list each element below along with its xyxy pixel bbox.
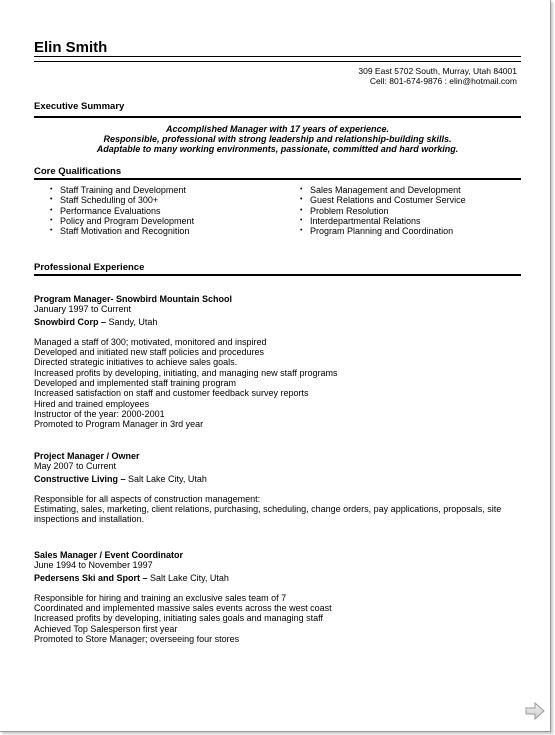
job-duty: Responsible for hiring and training an exclusive sales team of 7 <box>34 592 287 603</box>
summary-text <box>34 124 521 154</box>
company-location: Sandy, Utah <box>106 316 158 327</box>
job-title: Program Manager- Snowbird Mountain School <box>34 294 233 304</box>
summary-line: Adaptable to many working environments, passionate, committed and hard working. <box>96 144 459 154</box>
summary-heading: Executive Summary <box>34 101 125 112</box>
qualifications-rule <box>34 178 521 180</box>
qualification-item: • Interdepartmental Relations <box>300 216 466 226</box>
company-name: Snowbird Corp – <box>34 316 106 327</box>
job-description <box>34 593 524 644</box>
company-location: Salt Lake City, Utah <box>125 473 207 484</box>
job-duty: Promoted to Program Manager in 3rd year <box>34 419 204 430</box>
next-arrow-icon[interactable] <box>525 702 545 720</box>
job-duty: Directed strategic initiatives to achieve sales goals. <box>34 357 238 368</box>
company-name: Constructive Living – <box>34 473 126 484</box>
contact-block <box>358 66 517 86</box>
job-duty: Developed and initiated new staff policies and procedures <box>34 347 264 358</box>
qualification-item: • Staff Scheduling of 300+ <box>50 195 194 205</box>
job-duty: Estimating, sales, marketing, client relations, purchasing, scheduling, change orders, pay applications, proposals, site inspections and installation. <box>34 504 502 525</box>
job-dates: May 2007 to Current <box>34 461 117 472</box>
job-duty: Achieved Top Salesperson first year <box>34 623 178 634</box>
job-description <box>34 337 524 430</box>
job-company <box>34 317 524 327</box>
qualifications-right-list <box>300 185 466 236</box>
qualifications-heading: Core Qualifications <box>34 166 122 177</box>
job-duty: Responsible for all aspects of construction management: <box>34 493 261 504</box>
job-duty: Increased profits by developing, initiating sales goals and managing staff <box>34 613 324 624</box>
job-duty: Promoted to Store Manager; overseeing four stores <box>34 634 240 645</box>
summary-line: Accomplished Manager with 17 years of experience. <box>165 124 390 134</box>
qualification-item: • Problem Resolution <box>300 206 466 216</box>
job-entry <box>34 294 524 430</box>
job-duty: Hired and trained employees <box>34 398 150 409</box>
job-entry <box>34 451 524 525</box>
qualification-item: • Staff Training and Development <box>50 185 194 195</box>
job-duty: Coordinated and implemented massive sales events across the west coast <box>34 603 332 614</box>
job-duty: Developed and implemented staff training program <box>34 378 236 389</box>
qualifications-left-list <box>50 185 194 236</box>
job-company <box>34 474 524 484</box>
experience-rule <box>34 274 521 276</box>
summary-rule <box>34 116 521 118</box>
job-duty: Increased satisfaction on staff and customer feedback survey reports <box>34 388 309 399</box>
qualification-item: • Performance Evaluations <box>50 206 194 216</box>
job-duty: Instructor of the year: 2000-2001 <box>34 408 165 419</box>
job-title: Project Manager / Owner <box>34 451 140 461</box>
qualification-item: • Sales Management and Development <box>300 185 466 195</box>
contact-address: 309 East 5702 South, Murray, Utah 84001 <box>358 66 517 76</box>
job-duty: Increased profits by developing, initiating, and managing new staff programs <box>34 367 338 378</box>
qualification-item: • Staff Motivation and Recognition <box>50 226 194 236</box>
qualification-item: • Program Planning and Coordination <box>300 226 466 236</box>
company-name: Pedersens Ski and Sport – <box>34 572 148 583</box>
job-duty: Managed a staff of 300; motivated, monitored and inspired <box>34 336 267 347</box>
contact-phone-email: Cell: 801-674-9876 : elin@hotmail.com <box>369 76 517 86</box>
job-title: Sales Manager / Event Coordinator <box>34 550 184 560</box>
header-rule <box>34 56 521 62</box>
qualification-item: • Policy and Program Development <box>50 216 194 226</box>
job-dates: January 1997 to Current <box>34 304 132 315</box>
job-dates: June 1994 to November 1997 <box>34 560 153 571</box>
job-entry <box>34 550 524 644</box>
experience-heading: Professional Experience <box>34 262 145 273</box>
next-arrow-icon-svg <box>525 702 545 720</box>
summary-line: Responsible, professional with strong leadership and relationship-building skills. <box>103 134 452 144</box>
resume-name: Elin Smith <box>34 39 108 56</box>
job-description <box>34 494 524 525</box>
company-location: Salt Lake City, Utah <box>147 572 229 583</box>
qualification-item: • Guest Relations and Costumer Service <box>300 195 466 205</box>
job-company <box>34 573 524 583</box>
